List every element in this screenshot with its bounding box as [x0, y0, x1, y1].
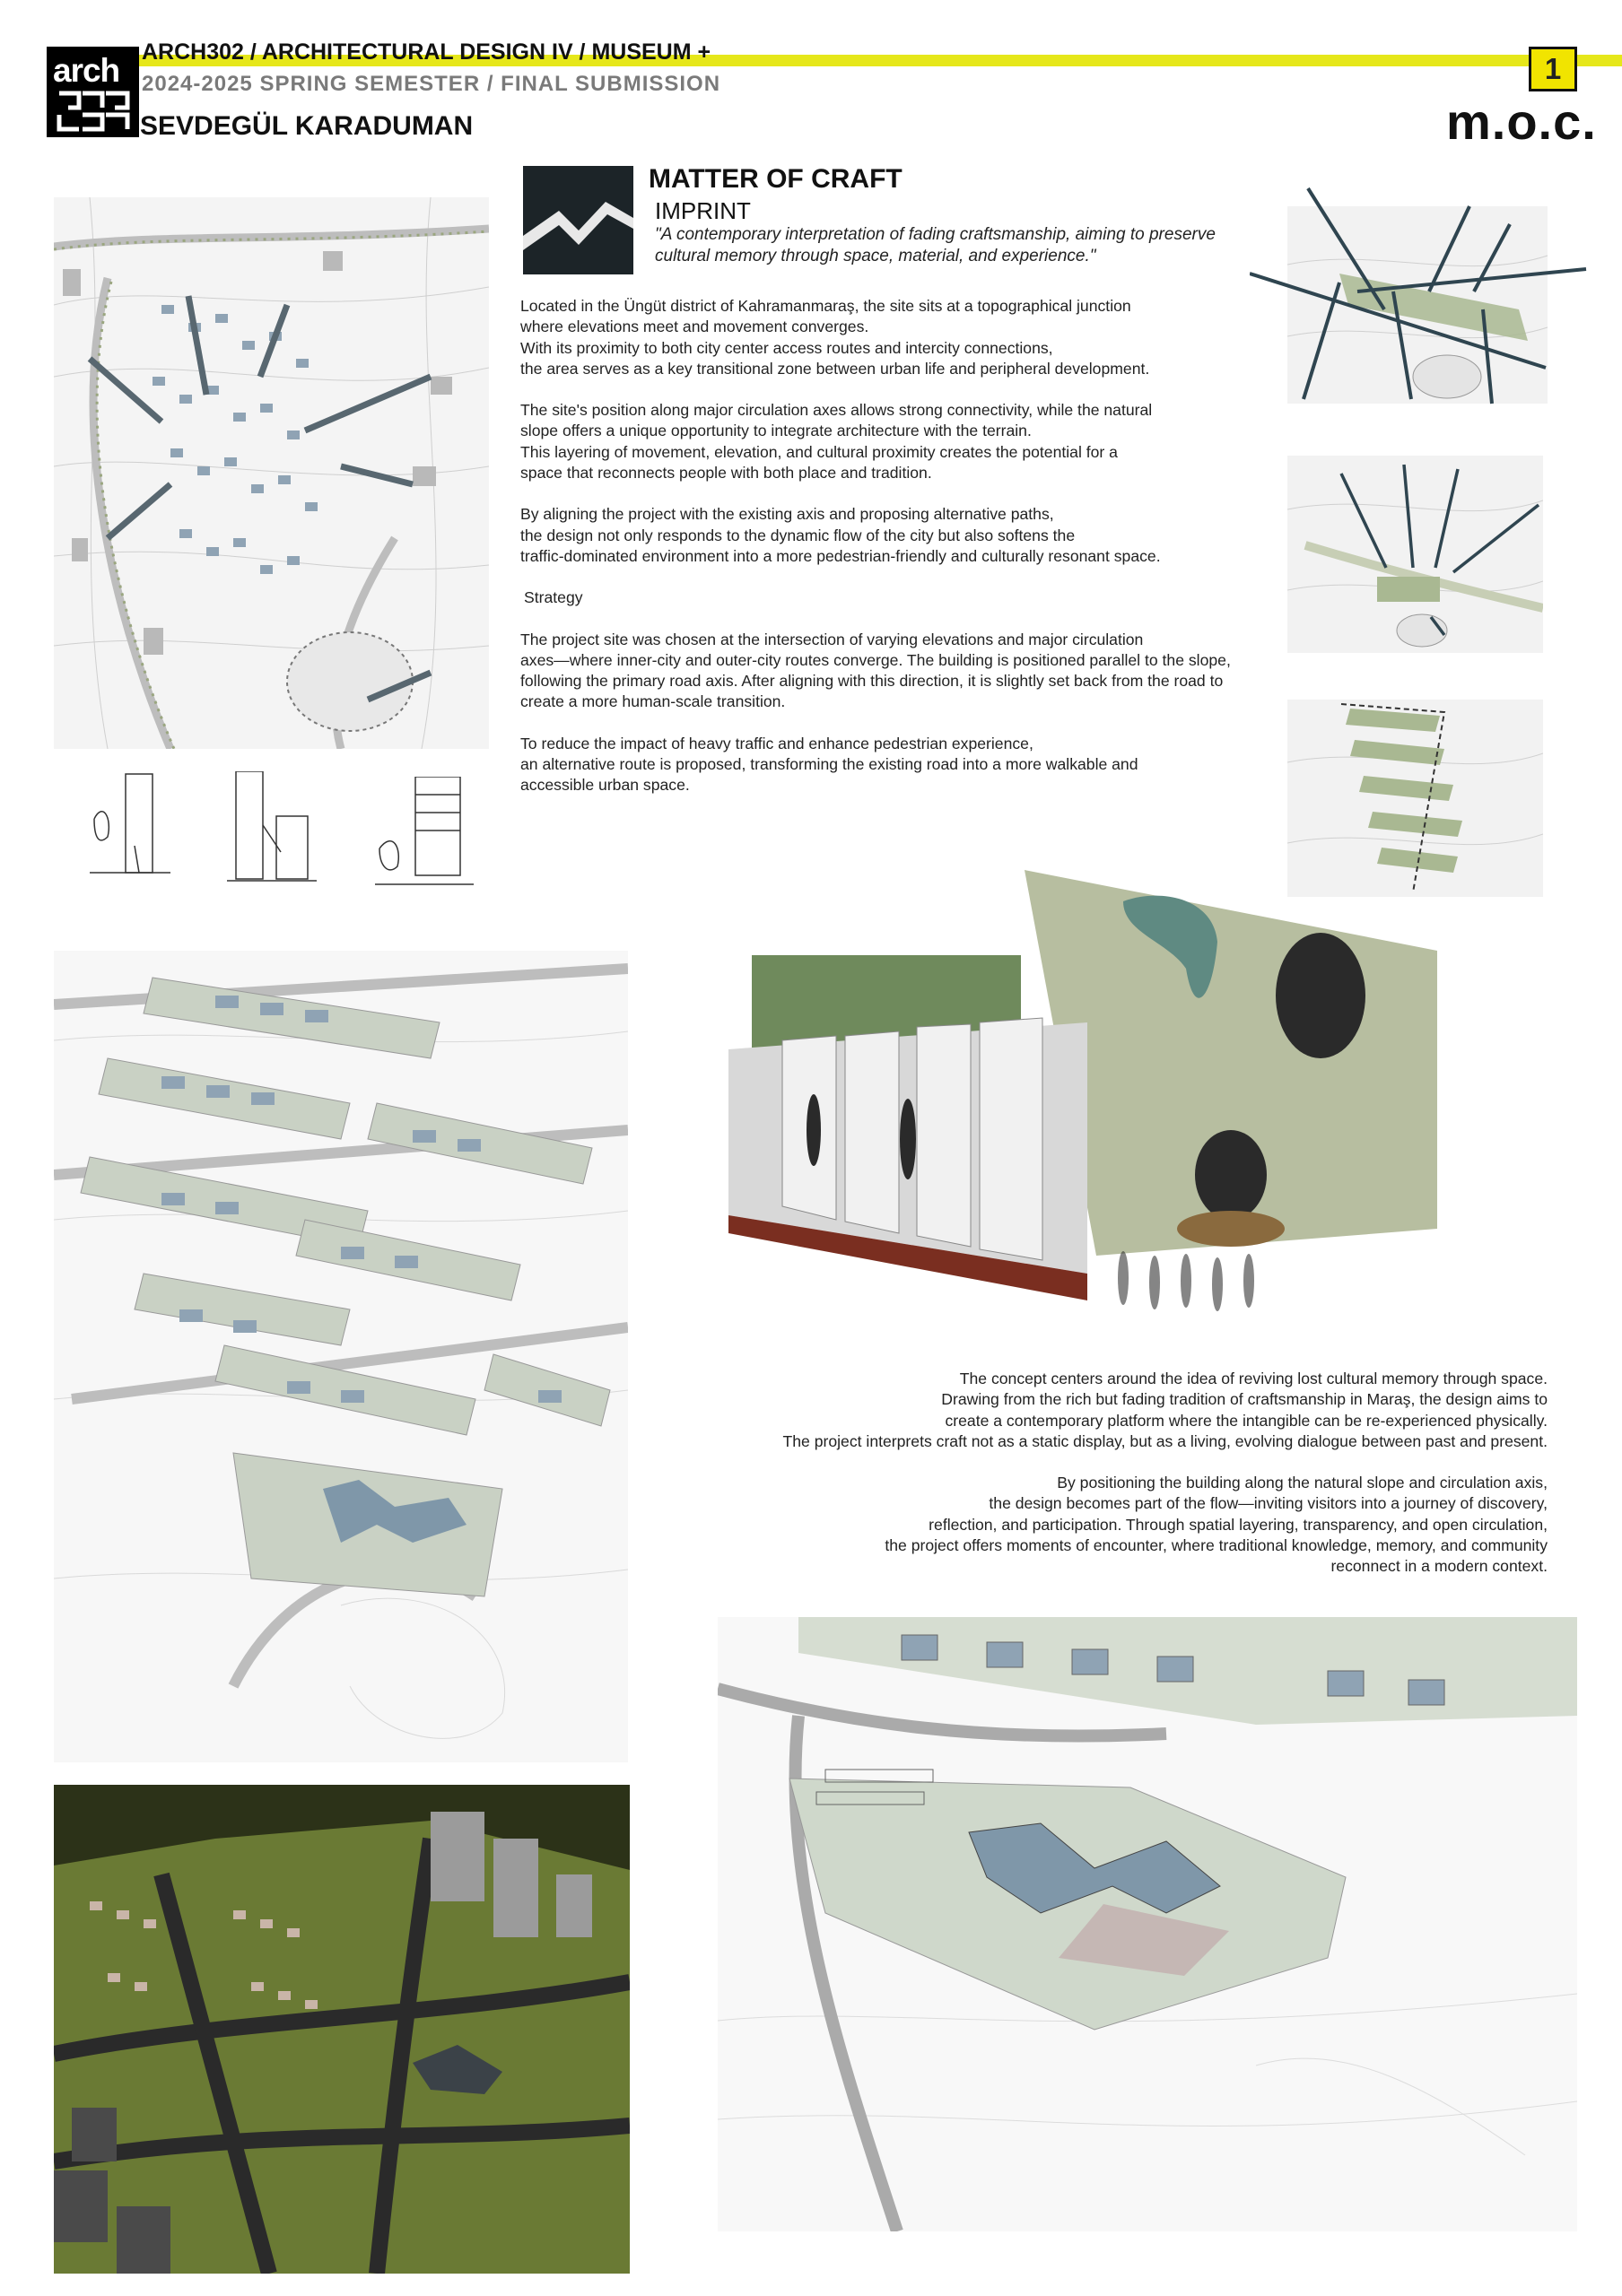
concept-description: [736, 1369, 1548, 1598]
arch-logo: [47, 47, 139, 137]
masterplan-drawing: [54, 951, 628, 1762]
exhibition-collage: [728, 870, 1437, 1336]
site-plan-detail: [718, 1617, 1577, 2231]
project-subtitle: IMPRINT: [655, 197, 751, 224]
strategy-heading: Strategy: [524, 588, 583, 607]
logo-text: arch: [53, 52, 120, 89]
strategy-paragraph-1: The project site was chosen at the intersection of varying elevations and major circulation axes—where inner-city and outer-city routes converge. The building is positioned parallel to the slope, following the primary road axis. After aligning with this direction, it is slightly set back from the road to create a more human-scale transition.: [520, 630, 1231, 711]
axis-diagram-1: [1250, 184, 1591, 408]
street-sketch-2: [227, 771, 317, 888]
project-quote: "A contemporary interpretation of fading craftsmanship, aiming to preserve cultural memory through space, material, and experience.": [655, 225, 1216, 265]
street-sketch-1: [90, 765, 170, 891]
semester-line: 2024-2025 SPRING SEMESTER / FINAL SUBMISSION: [142, 72, 721, 96]
concept-paragraph-2: By positioning the building along the natural slope and circulation axis, the design becomes part of the flow—inviting visitors into a journey of discovery, reflection, and participation. Through spatial layering, transparency, and open circulation, the project offers moments of encounter, where traditional knowledge, memory, and community reconnect in a modern context.: [885, 1474, 1548, 1576]
strategy-paragraph-2: To reduce the impact of heavy traffic and enhance pedestrian experience, an alternative route is proposed, transforming the existing road into a more walkable and accessible urban space.: [520, 734, 1138, 795]
site-paragraph-2: The site's position along major circulation axes allows strong connectivity, while the natural slope offers a unique opportunity to integrate architecture with the terrain. This layering of movement, elevation, and cultural proximity creates the potential for a space that reconnects people with both place and tradition.: [520, 401, 1153, 483]
massing-diagram: [1287, 700, 1543, 897]
site-paragraph-3: By aligning the project with the existing axis and proposing alternative paths, the design not only responds to the dynamic flow of the city but also softens the traffic-dominated environment into a more pedestrian-friendly and culturally resonant space.: [520, 505, 1161, 565]
street-sketch-3: [375, 777, 474, 891]
aerial-render: [54, 1785, 630, 2274]
course-title: ARCH302 / ARCHITECTURAL DESIGN IV / MUSEUM +: [142, 39, 711, 65]
site-description: [520, 296, 1283, 817]
project-title: MATTER OF CRAFT: [649, 164, 903, 194]
page-number-badge: 1: [1529, 47, 1577, 91]
concept-paragraph-1: The concept centers around the idea of reviving lost cultural memory through space. Drawing from the rich but fading tradition of craftsmanship in Maraş, the design aims to create a contemporary platform where the intangible can be re-experienced physically. The project interprets craft not as a static display, but as a living, evolving dialogue between past and present.: [782, 1370, 1548, 1450]
site-analysis-map: [54, 197, 489, 749]
project-abbreviation: m.o.c.: [1446, 93, 1597, 150]
concept-diagram-icon: [523, 166, 633, 274]
logo-glyph-icon: [56, 90, 131, 133]
student-name: SEVDEGÜL KARADUMAN: [140, 111, 474, 141]
site-paragraph-1: Located in the Üngüt district of Kahramanmaraş, the site sits at a topographical junction where elevations meet and movement converges. With its proximity to both city center access routes and intercity connections, the area serves as a key transitional zone between urban life and peripheral development.: [520, 297, 1150, 378]
axis-diagram-2: [1287, 456, 1543, 653]
